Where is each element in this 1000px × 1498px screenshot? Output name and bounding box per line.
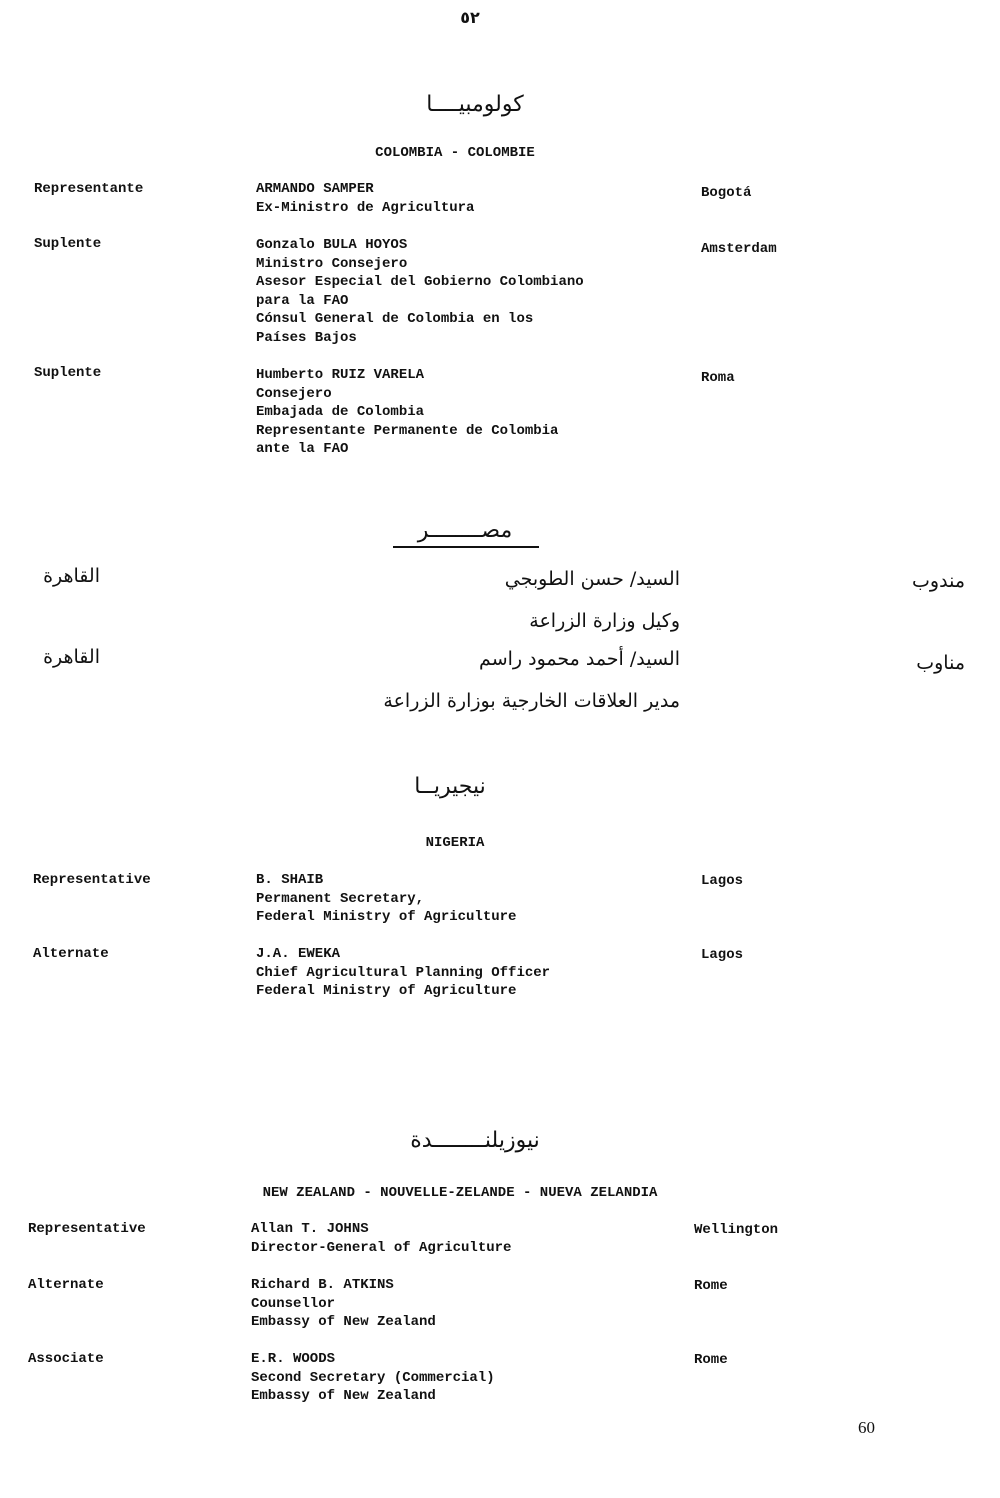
colombia-city-3: Roma [701,370,735,386]
egypt-title-underline [393,546,539,548]
colombia-role-3: Suplente [34,365,102,381]
egypt-arabic-title: مصــــــــر [417,518,513,543]
new-zealand-city-3: Rome [694,1352,728,1368]
colombia-city-1: Bogotá [701,185,752,201]
egypt-city-1: القاهرة [43,565,100,587]
colombia-role-1: Representante [34,181,144,197]
colombia-delegate-2: Gonzalo BULA HOYOS Ministro Consejero Asesor Especial del Gobierno Colombiano para la FAO Cónsul General de Colombia en los Países Bajos [256,237,584,346]
egypt-delegate-2-name: السيد/ أحمد محمود راسم [479,648,680,670]
arabic-page-number: ٥٢ [460,8,480,27]
egypt-role-1: مندوب [912,570,965,592]
colombia-role-2: Suplente [34,236,102,252]
egypt-delegate-2-title: مدير العلاقات الخارجية بوزارة الزراعة [383,690,680,712]
new-zealand-role-1: Representative [28,1221,146,1237]
new-zealand-role-3: Associate [28,1351,104,1367]
nigeria-delegate-1: B. SHAIB Permanent Secretary, Federal Ministry of Agriculture [256,872,517,925]
new-zealand-title: NEW ZEALAND - NOUVELLE-ZELANDE - NUEVA ZELANDIA [262,1185,658,1201]
new-zealand-city-1: Wellington [694,1222,779,1238]
egypt-city-2: القاهرة [43,646,100,668]
colombia-title: COLOMBIA - COLOMBIE [375,145,535,161]
nigeria-city-2: Lagos [701,947,744,963]
colombia-city-2: Amsterdam [701,241,777,257]
colombia-delegate-3: Humberto RUIZ VARELA Consejero Embajada de Colombia Representante Permanente de Colombia ante la FAO [256,367,559,457]
colombia-arabic-title: كولومبيــــا [426,92,524,117]
colombia-delegate-1: ARMANDO SAMPER Ex-Ministro de Agricultura [256,181,475,216]
new-zealand-city-2: Rome [694,1278,728,1294]
egypt-delegate-1-title: وكيل وزارة الزراعة [529,610,680,632]
nigeria-title: NIGERIA [425,835,485,851]
new-zealand-arabic-title: نيوزيلنــــــــدة [410,1128,540,1153]
nigeria-arabic-title: نيجيريــا [414,774,486,799]
egypt-role-2: مناوب [916,652,965,674]
nigeria-role-1: Representative [33,872,151,888]
new-zealand-role-2: Alternate [28,1277,104,1293]
nigeria-role-2: Alternate [33,946,109,962]
egypt-delegate-1-name: السيد/ حسن الطوبجي [504,568,680,590]
nigeria-city-1: Lagos [701,873,744,889]
new-zealand-delegate-3: E.R. WOODS Second Secretary (Commercial) Embassy of New Zealand [251,1351,495,1404]
new-zealand-delegate-2: Richard B. ATKINS Counsellor Embassy of New Zealand [251,1277,436,1330]
page-number: 60 [858,1418,875,1437]
new-zealand-delegate-1: Allan T. JOHNS Director-General of Agriculture [251,1221,512,1256]
nigeria-delegate-2: J.A. EWEKA Chief Agricultural Planning Officer Federal Ministry of Agriculture [256,946,551,999]
